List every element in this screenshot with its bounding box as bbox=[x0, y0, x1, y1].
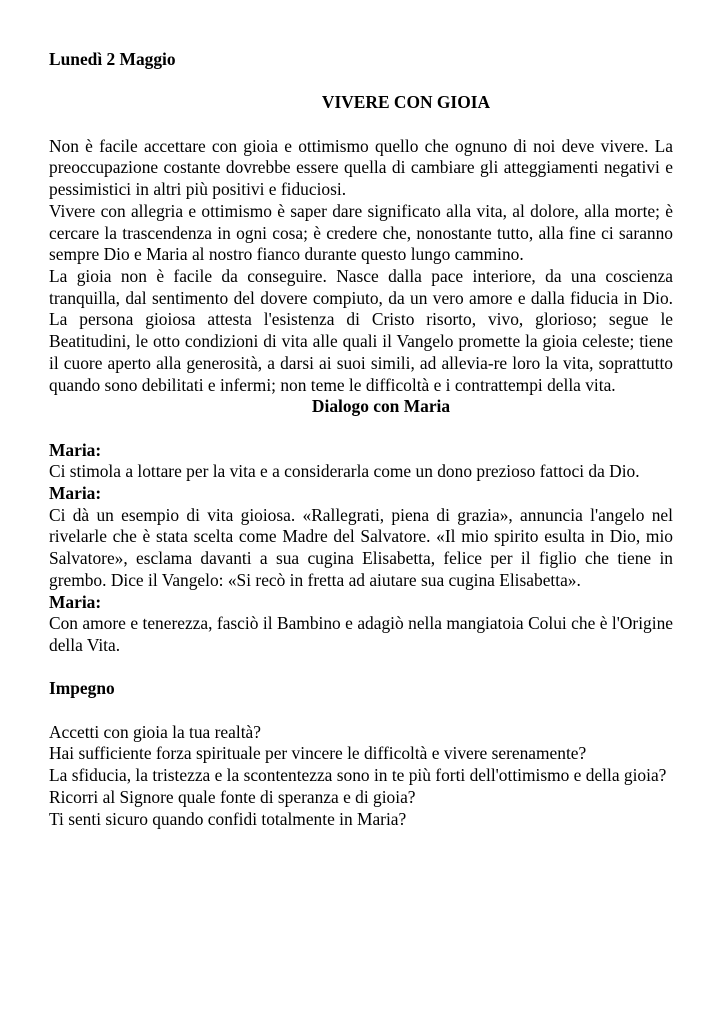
impegno-title: Impegno bbox=[49, 678, 115, 699]
impegno-question-4: Ricorri al Signore quale fonte di speranza e di gioia? bbox=[49, 786, 416, 807]
impegno-question-1: Accetti con gioia la tua realtà? bbox=[49, 721, 261, 742]
intro-paragraph-3: La gioia non è facile da conseguire. Nasce dalla pace interiore, da una coscienza tranquilla, dal sentimento del dovere compiuto, da un vero amore e dalla fiducia in Dio. La persona gioiosa attesta l'esistenza di Cristo risorto, vivo, glorioso; segue le Beatitudini, le otto condizioni di vita alle quali il Vangelo promette la gioia celeste; tiene il cuore aperto alla generosità, a darsi ai suoi simili, ad allevia-re loro la vita, soprattutto quando sono debilitati e infermi; non teme le difficoltà e i contrattempi della vita. bbox=[49, 266, 673, 395]
intro-paragraph-2: Vivere con allegria e ottimismo è saper dare significato alla vita, al dolore, alla morte; è cercare la trascendenza in ogni cosa; è credere che, nonostante tutto, alla fine ci saranno sempre Dio e Maria al nostro fianco durante questo lungo cammino. bbox=[49, 200, 673, 265]
dialog-title: Dialogo con Maria bbox=[311, 396, 451, 417]
dialog-speaker-2: Maria: bbox=[49, 483, 102, 504]
dialog-speaker-1: Maria: bbox=[49, 439, 102, 460]
dialog-text-3: Con amore e tenerezza, fasciò il Bambino e adagiò nella mangiatoia Colui che è l'Origine della Vita. bbox=[49, 613, 673, 655]
date-heading: Lunedì 2 Maggio bbox=[49, 49, 176, 69]
dialog-text-1: Ci stimola a lottare per la vita e a considerarla come un dono prezioso fattoci da Dio. bbox=[49, 461, 640, 482]
intro-paragraph-1: Non è facile accettare con gioia e ottimismo quello che ognuno di noi deve vivere. La preoccupazione costante dovrebbe essere quella di cambiare gli atteggiamenti negativi e pessimistici in altri più positivi e fiduciosi. bbox=[49, 135, 673, 200]
impegno-question-5: Ti senti sicuro quando confidi totalmente in Maria? bbox=[49, 808, 407, 829]
impegno-question-2: Hai sufficiente forza spirituale per vincere le difficoltà e vivere serenamente? bbox=[49, 743, 587, 764]
page-title: VIVERE CON GIOIA bbox=[321, 92, 491, 113]
impegno-question-3: La sfiducia, la tristezza e la scontentezza sono in te più forti dell'ottimismo e della gioia? bbox=[49, 765, 667, 786]
dialog-text-2: Ci dà un esempio di vita gioiosa. «Rallegrati, piena di grazia», annuncia l'angelo nel rivelarle che è stata scelta come Madre del Salvatore. «Il mio spirito esulta in Dio, mio Salvatore», esclama davanti a sua cugina Elisabetta, felice per il figlio che tiene in grembo. Dice il Vangelo: «Si recò in fretta ad aiutare sua cugina Elisabetta». bbox=[49, 504, 673, 590]
dialog-speaker-3: Maria: bbox=[49, 591, 102, 612]
